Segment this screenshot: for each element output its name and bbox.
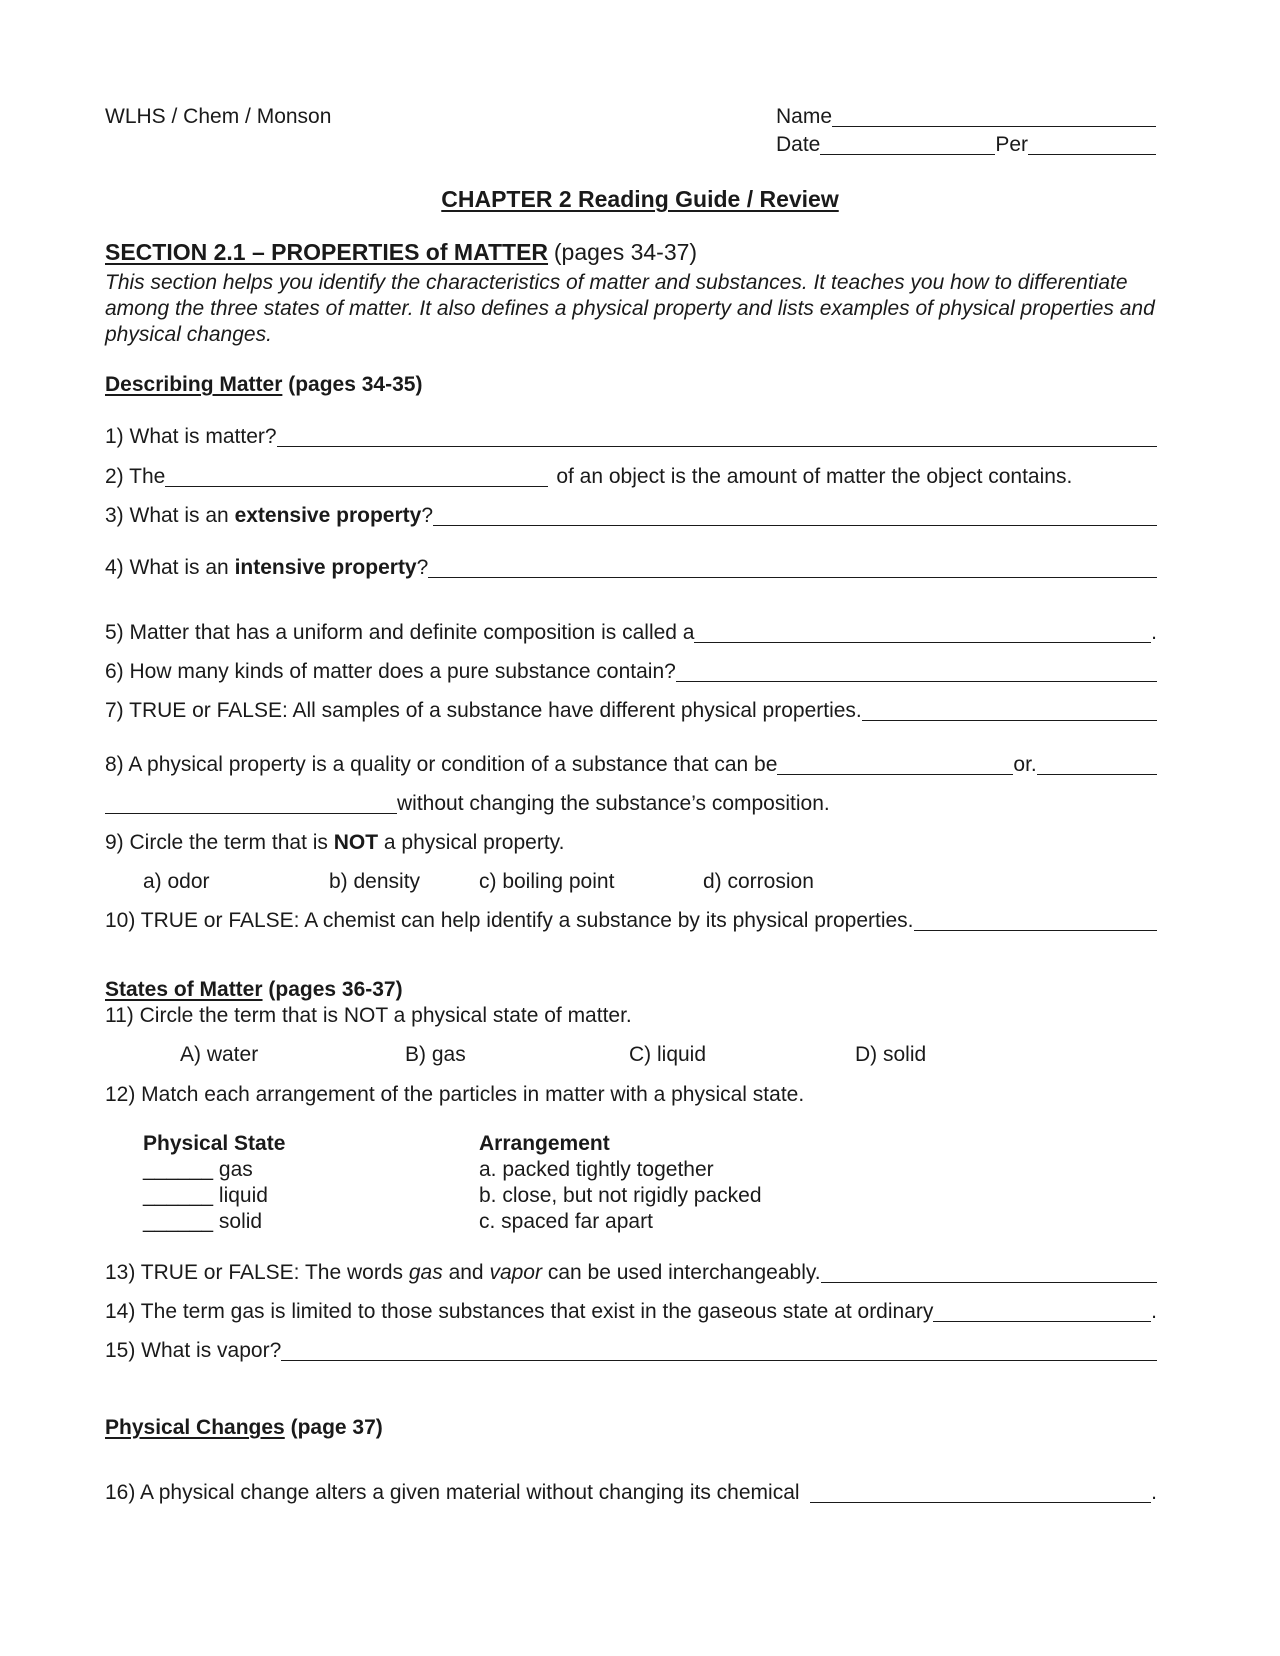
question-10: 10) TRUE or FALSE: A chemist can help identify a substance by its physical properties. (105, 910, 1157, 931)
q9-option-a[interactable]: a) odor (143, 870, 210, 893)
q11-option-a[interactable]: A) water (180, 1043, 259, 1066)
q11-option-b[interactable]: B) gas (405, 1043, 466, 1066)
question-6: 6) How many kinds of matter does a pure substance contain? (105, 661, 1157, 682)
question-7: 7) TRUE or FALSE: All samples of a substance have different physical properties. (105, 700, 1157, 721)
course-label: WLHS / Chem / Monson (105, 105, 332, 128)
answer-blank-3[interactable] (433, 505, 1157, 526)
answer-blank-8a[interactable] (777, 754, 1013, 775)
question-2: 2) The of an object is the amount of matter the object contains. (105, 465, 1073, 488)
question-5: 5) Matter that has a uniform and definite composition is called a . (105, 621, 1157, 644)
answer-blank-6[interactable] (676, 661, 1157, 682)
name-field (776, 106, 1156, 127)
answer-blank-5[interactable] (694, 622, 1151, 643)
name-label: Name (776, 105, 833, 128)
question-8-continued: without changing the substance’s composition. (105, 793, 1157, 814)
question-12: 12) Match each arrangement of the particles in matter with a physical state. (105, 1083, 805, 1106)
matching-state-header: Physical State (143, 1132, 286, 1155)
answer-blank-16[interactable] (810, 1482, 1152, 1503)
question-14: 14) The term gas is limited to those substances that exist in the gaseous state at ordinary . (105, 1300, 1157, 1323)
q11-option-d[interactable]: D) solid (855, 1043, 927, 1066)
matching-row-gas: ______ gas (143, 1158, 253, 1181)
question-9: 9) Circle the term that is NOT a physical property. (105, 831, 565, 854)
q9-option-c[interactable]: c) boiling point (479, 870, 615, 893)
answer-blank-4[interactable] (428, 557, 1157, 578)
answer-blank-14[interactable] (933, 1301, 1151, 1322)
answer-blank-2[interactable] (165, 466, 548, 487)
answer-blank-8b[interactable] (1037, 754, 1157, 775)
question-13: 13) TRUE or FALSE: The words gas and vapor can be used interchangeably. (105, 1262, 1157, 1283)
match-blank-solid[interactable]: ______ (143, 1210, 214, 1233)
answer-blank-1[interactable] (277, 426, 1157, 447)
question-16: 16) A physical change alters a given material without changing its chemical . (105, 1481, 1157, 1504)
subsection-physical-changes: Physical Changes (page 37) (105, 1416, 383, 1439)
question-11: 11) Circle the term that is NOT a physical state of matter. (105, 1004, 632, 1027)
question-4: 4) What is an intensive property ? (105, 557, 1157, 578)
question-15: 15) What is vapor? (105, 1340, 1157, 1361)
arrangement-c: c. spaced far apart (479, 1210, 653, 1233)
section-heading (105, 241, 697, 264)
date-per-field (776, 134, 1156, 155)
answer-blank-8c[interactable] (105, 793, 397, 814)
matching-row-liquid: ______ liquid (143, 1184, 268, 1207)
q9-option-d[interactable]: d) corrosion (703, 870, 814, 893)
per-label: Per (995, 133, 1029, 156)
arrangement-b: b. close, but not rigidly packed (479, 1184, 762, 1207)
q11-option-c[interactable]: C) liquid (629, 1043, 707, 1066)
name-blank[interactable] (832, 106, 1156, 127)
matching-row-solid: ______ solid (143, 1210, 263, 1233)
answer-blank-13[interactable] (821, 1262, 1157, 1283)
question-1: 1) What is matter? (105, 426, 1157, 447)
answer-blank-10[interactable] (914, 910, 1157, 931)
date-label: Date (776, 133, 821, 156)
section-pages: (pages 34-37) (553, 239, 698, 265)
page-title: CHAPTER 2 Reading Guide / Review (441, 186, 839, 212)
section-title: SECTION 2.1 – PROPERTIES of MATTER (105, 239, 549, 265)
per-blank[interactable] (1028, 134, 1156, 155)
date-blank[interactable] (820, 134, 995, 155)
q9-option-b[interactable]: b) density (329, 870, 421, 893)
question-8: 8) A physical property is a quality or condition of a substance that can be or. (105, 754, 1157, 775)
question-3: 3) What is an extensive property ? (105, 505, 1157, 526)
matching-arrangement-header: Arrangement (479, 1132, 610, 1155)
answer-blank-15[interactable] (281, 1340, 1157, 1361)
match-blank-liquid[interactable]: ______ (143, 1184, 214, 1207)
subsection-states-of-matter: States of Matter (pages 36-37) (105, 978, 403, 1001)
answer-blank-7[interactable] (862, 700, 1157, 721)
subsection-describing-matter: Describing Matter (pages 34-35) (105, 373, 423, 396)
section-intro: This section helps you identify the characteristics of matter and substances. It teaches you how to differentiate among the three states of matter. It also defines a physical property and lists examples of physical properties and physical changes. (105, 271, 1155, 346)
arrangement-a: a. packed tightly together (479, 1158, 714, 1181)
match-blank-gas[interactable]: ______ (143, 1158, 214, 1181)
